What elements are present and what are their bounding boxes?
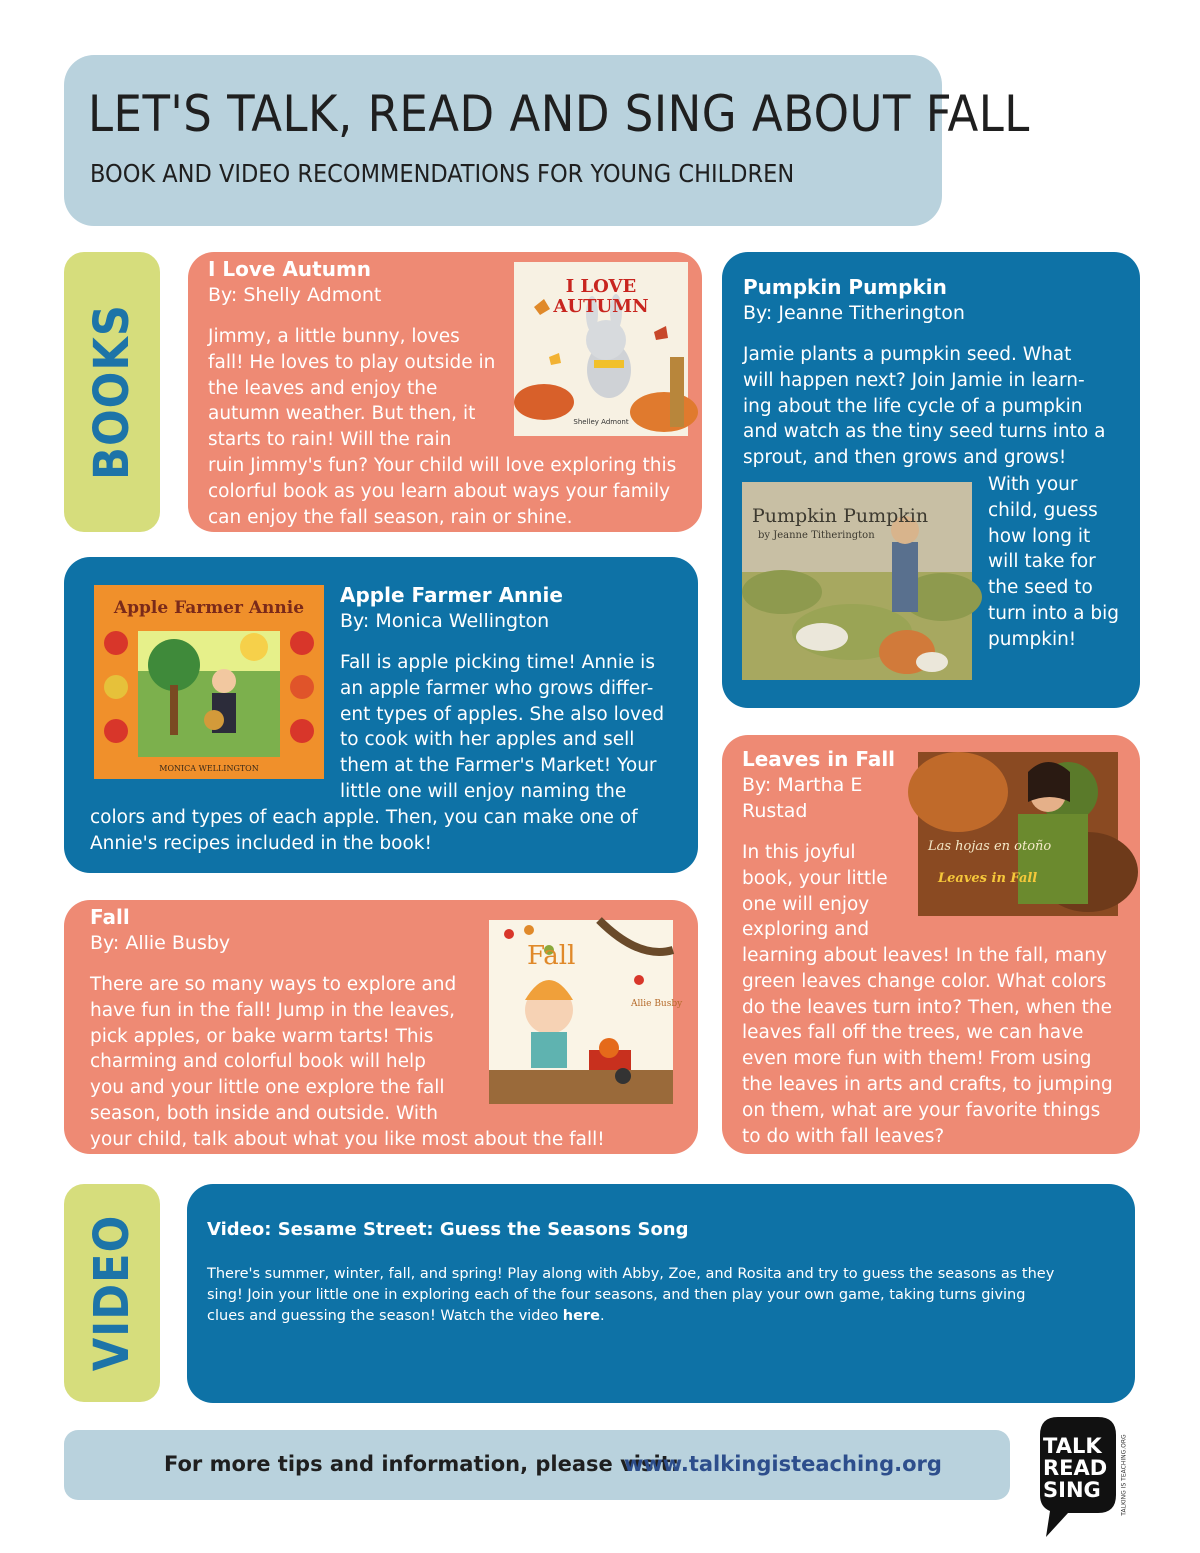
footer-text: For more tips and information, please visit: bbox=[164, 1452, 680, 1476]
book-title: Apple Farmer Annie bbox=[340, 583, 563, 607]
header-banner bbox=[64, 55, 1030, 226]
book-author: By: Shelly Admont bbox=[208, 284, 382, 306]
book-card-fall bbox=[64, 900, 698, 1154]
video-here-link[interactable]: here bbox=[562, 1308, 600, 1324]
video-card bbox=[187, 1184, 1135, 1403]
logo-word-talk: TALK bbox=[1043, 1434, 1102, 1458]
book-title: Leaves in Fall bbox=[742, 747, 896, 771]
cover-title-line2: AUTUMN bbox=[553, 296, 649, 317]
cover-author: MONICA WELLINGTON bbox=[159, 764, 259, 773]
logo-word-read: READ bbox=[1043, 1456, 1108, 1480]
book-card-leaves-in-fall bbox=[722, 735, 1140, 1154]
book-description-wide: colors and types of each apple. Then, you can make one of Annie's recipes included in the book! bbox=[90, 807, 638, 854]
book-description-wide: learning about leaves! In the fall, many green leaves change color. What colors do the leaves turn into? Then, when the leaves fall off the trees, we can have even more fun with them! From using the leaves in arts and crafts, to jumping on them, what are your favorite things to do with fall leaves? bbox=[742, 945, 1113, 1147]
book-title: Pumpkin Pumpkin bbox=[743, 275, 947, 299]
video-description: There's summer, winter, fall, and spring! Play along with Abby, Zoe, and Rosita and try to guess the seasons as they sing! Join your little one in exploring each of the four seasons, and then play your own game, taking turns giving clues and guessing the season! Watch the video here. bbox=[207, 1266, 1055, 1324]
book-author: By: Monica Wellington bbox=[340, 610, 550, 632]
footer-url-link[interactable]: www.talkingisteaching.org bbox=[624, 1452, 942, 1476]
cover-title-es: Las hojas en otoño bbox=[928, 839, 1052, 854]
book-description: There are so many ways to explore and have fun in the fall! Jump in the leaves, pick apples, or bake warm tarts! This charming and colorful book will help you and your little one explore the fall season, both inside and outside. With your child, talk about what you like most about the fall! bbox=[90, 974, 605, 1150]
book-cover-apple-farmer-annie bbox=[94, 585, 324, 779]
video-title: Video: Sesame Street: Guess the Seasons Song bbox=[207, 1219, 689, 1240]
book-description: Jimmy, a little bunny, loves fall! He loves to play outside in the leaves and enjoy the autumn weather. But then, it starts to rain! Will the rain ruin Jimmy's fun? Your child will love exploring this colorful book as you learn about ways your family can enjoy the fall season, rain or shine. bbox=[208, 326, 677, 528]
book-cover-i-love-autumn bbox=[514, 262, 688, 436]
books-tab-label: BOOKS bbox=[84, 304, 140, 480]
cover-title: Pumpkin Pumpkin bbox=[752, 505, 929, 527]
logo-tagline: TALKING IS TEACHING.ORG bbox=[1120, 1434, 1128, 1516]
book-cover-leaves-in-fall bbox=[918, 752, 1118, 916]
page-subtitle: BOOK AND VIDEO RECOMMENDATIONS FOR YOUNG CHILDREN bbox=[90, 159, 795, 188]
books-tab bbox=[64, 252, 160, 532]
cover-title-line1: I LOVE bbox=[565, 276, 637, 297]
book-cover-pumpkin-pumpkin bbox=[742, 482, 972, 680]
book-author-line2: Rustad bbox=[742, 800, 808, 822]
book-description: In this joyful book, your little one will enjoy exploring and bbox=[742, 842, 888, 941]
book-title: I Love Autumn bbox=[208, 257, 372, 281]
book-cover-fall bbox=[489, 920, 683, 1104]
book-card-pumpkin-pumpkin bbox=[722, 252, 1140, 708]
book-card-i-love-autumn bbox=[188, 252, 702, 532]
book-card-apple-farmer-annie bbox=[64, 557, 698, 873]
cover-author: by Jeanne Titherington bbox=[758, 530, 875, 541]
book-description: Fall is apple picking time! Annie is an apple farmer who grows differ- ent types of apples. She also loved to cook with her apples and sell them at the Farmer's Market! Your little one will enjoy naming the bbox=[340, 652, 665, 802]
book-title: Fall bbox=[90, 905, 130, 929]
book-author: By: Jeanne Titherington bbox=[743, 302, 965, 324]
cover-title: Apple Farmer Annie bbox=[113, 598, 305, 618]
video-tab-label: VIDEO bbox=[84, 1214, 140, 1372]
video-tab bbox=[64, 1184, 160, 1402]
talk-read-sing-logo bbox=[1030, 1415, 1130, 1540]
cover-title-en: Leaves in Fall bbox=[938, 871, 1038, 886]
book-author: By: Allie Busby bbox=[90, 932, 231, 954]
footer-bar bbox=[64, 1430, 1010, 1500]
page-title: LET'S TALK, READ AND SING ABOUT FALL bbox=[88, 85, 1030, 143]
cover-author: Shelley Admont bbox=[573, 418, 629, 426]
cover-title: Fall bbox=[527, 941, 576, 971]
book-description-side: With your child, guess how long it will take for the seed to turn into a big pumpkin! bbox=[988, 474, 1120, 650]
logo-word-sing: SING bbox=[1043, 1478, 1101, 1502]
book-author-line1: By: Martha E bbox=[742, 774, 863, 796]
cover-author: Allie Busby bbox=[631, 999, 683, 1009]
book-description: Jamie plants a pumpkin seed. What will happen next? Join Jamie in learn- ing about the life cycle of a pumpkin and watch as the tiny seed turns into a sprout, and then grows and grows! bbox=[743, 344, 1106, 469]
